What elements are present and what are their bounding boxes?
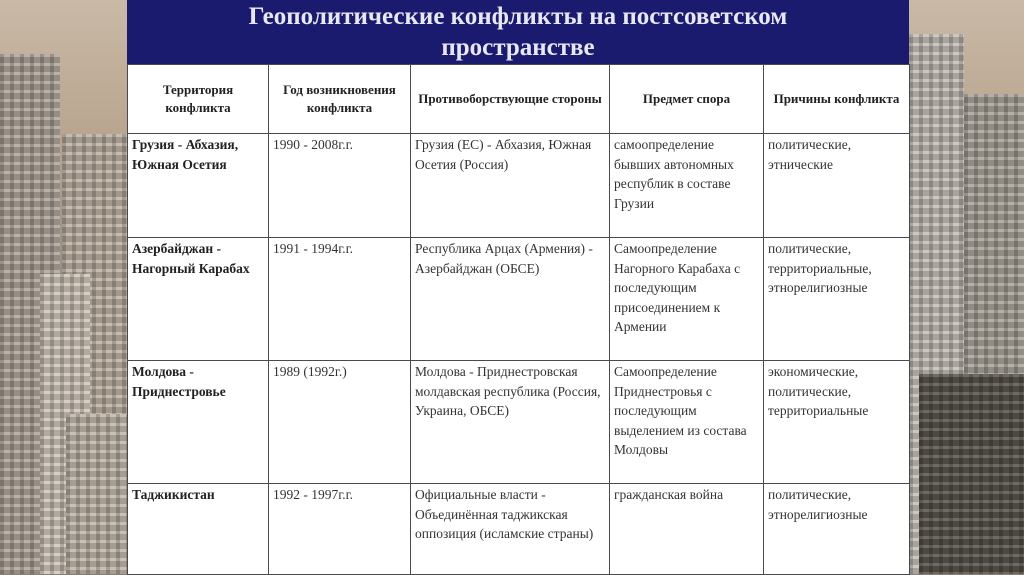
- cell-sides: Республика Арцах (Армения) - Азербайджан (ОБСЕ): [411, 238, 610, 361]
- table-row: [128, 134, 910, 238]
- background-photo-right: [909, 0, 1024, 574]
- cell-sides: Грузия (ЕС) - Абхазия, Южная Осетия (Россия): [411, 134, 610, 238]
- cell-subject: самоопределение бывших автономных республик в составе Грузии: [610, 134, 764, 238]
- header-year: Год возникновения конфликта: [269, 65, 411, 134]
- table-row: [128, 484, 910, 575]
- header-causes: Причины конфликта: [764, 65, 910, 134]
- background-photo-left: [0, 0, 127, 574]
- cell-sides: Молдова - Приднестровская молдавская республика (Россия, Украина, ОБСЕ): [411, 361, 610, 484]
- cell-territory: Грузия - Абхазия, Южная Осетия: [128, 134, 269, 238]
- table-row: [128, 361, 910, 484]
- header-sides: Противоборствующие стороны: [411, 65, 610, 134]
- cell-year: 1990 - 2008г.г.: [269, 134, 411, 238]
- cell-year: 1992 - 1997г.г.: [269, 484, 411, 575]
- slide-title-line-1: Геополитические конфликты на постсоветском: [248, 3, 788, 30]
- cell-territory: Азербайджан - Нагорный Карабах: [128, 238, 269, 361]
- cell-subject: гражданская война: [610, 484, 764, 575]
- header-territory: Территория конфликта: [128, 65, 269, 134]
- cell-causes: политические, этнорелигиозные: [764, 484, 910, 575]
- slide-title: [127, 0, 909, 64]
- cell-territory: Молдова - Приднестровье: [128, 361, 269, 484]
- table-row: [128, 238, 910, 361]
- cell-causes: политические, территориальные, этнорелигиозные: [764, 238, 910, 361]
- cell-causes: экономические, политические, территориальные: [764, 361, 910, 484]
- table-header-row: [128, 65, 910, 134]
- header-subject: Предмет спора: [610, 65, 764, 134]
- cell-territory: Таджикистан: [128, 484, 269, 575]
- cell-sides: Официальные власти - Объединённая таджикская оппозиция (исламские страны): [411, 484, 610, 575]
- cell-year: 1991 - 1994г.г.: [269, 238, 411, 361]
- cell-subject: Самоопределение Нагорного Карабаха с последующим присоединением к Армении: [610, 238, 764, 361]
- cell-causes: политические, этнические: [764, 134, 910, 238]
- conflicts-table: [127, 64, 910, 575]
- cell-subject: Самоопределение Приднестровья с последующим выделением из состава Молдовы: [610, 361, 764, 484]
- cell-year: 1989 (1992г.): [269, 361, 411, 484]
- slide-title-line-2: пространстве: [441, 34, 595, 61]
